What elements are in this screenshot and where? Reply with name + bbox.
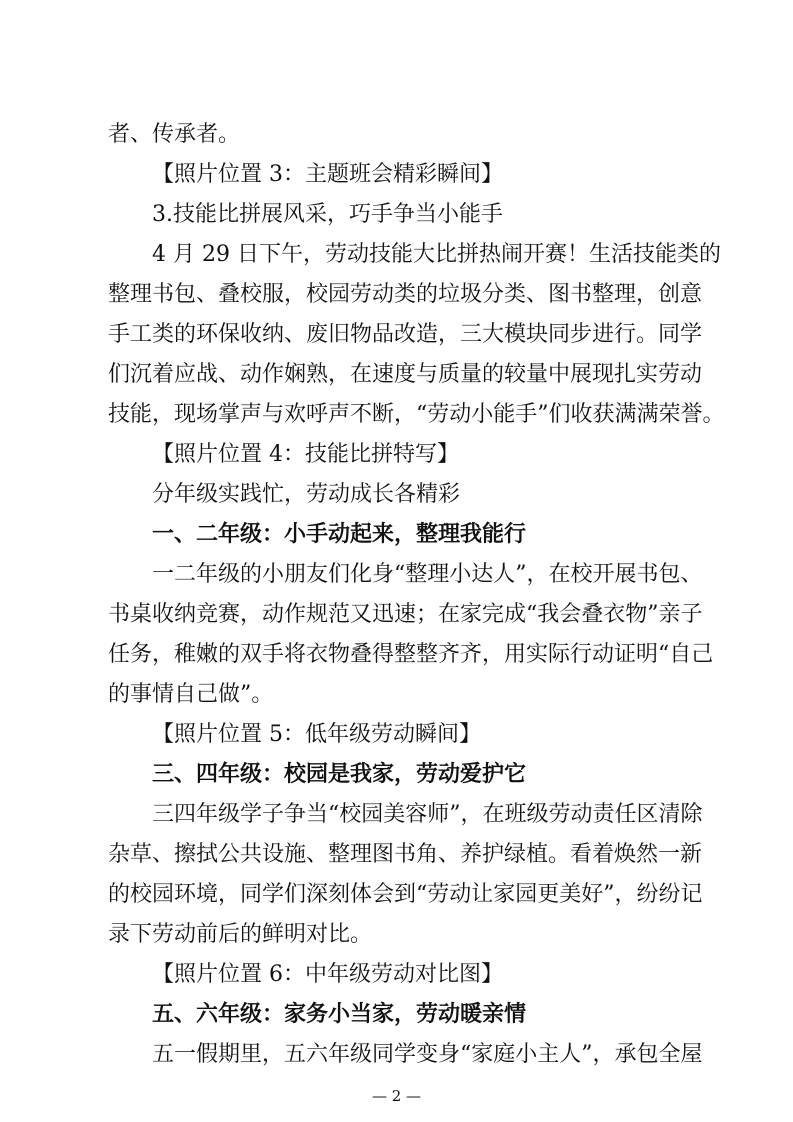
- photo-placeholder-4: [0, 440, 793, 470]
- text: 【照片位置 5：低年级劳动瞬间】: [152, 722, 481, 747]
- text: 们沉着应战、动作娴熟，在速度与质量的较量中展现扎实劳动: [108, 362, 703, 387]
- text: 杂草、擦拭公共设施、整理图书角、养护绿植。看着焕然一新: [108, 842, 703, 867]
- paragraph-line: [0, 840, 793, 870]
- text: 一、二年级：小手动起来，整理我能行: [152, 522, 527, 547]
- grade34-heading: [0, 760, 793, 790]
- paragraph-line: [0, 320, 793, 350]
- text: 五、六年级：家务小当家，劳动暖亲情: [152, 1002, 527, 1027]
- subheading-3: [0, 200, 793, 230]
- paragraph-line: [0, 640, 793, 670]
- paragraph-line: [0, 800, 793, 830]
- text: 分年级实践忙，劳动成长各精彩: [152, 482, 461, 507]
- text: 三、四年级：校园是我家，劳动爱护它: [152, 762, 527, 787]
- paragraph-line: [0, 360, 793, 390]
- photo-placeholder-3: [0, 160, 793, 190]
- text: 录下劳动前后的鲜明对比。: [108, 922, 373, 947]
- text: 一二年级的小朋友们化身“整理小达人”，在校开展书包、: [152, 562, 703, 587]
- text: 【照片位置 6：中年级劳动对比图】: [152, 962, 503, 987]
- text: 书桌收纳竞赛，动作规范又迅速；在家完成“我会叠衣物”亲子: [108, 602, 703, 627]
- paragraph-line: [0, 600, 793, 630]
- text: 【照片位置 4：技能比拼特写】: [152, 442, 459, 467]
- photo-placeholder-5: [0, 720, 793, 750]
- paragraph-line: [0, 400, 793, 430]
- paragraph-line: [0, 560, 793, 590]
- text: 3.技能比拼展风采，巧手争当小能手: [152, 202, 503, 227]
- text: 技能，现场掌声与欢呼声不断，“劳动小能手”们收获满满荣誉。: [108, 402, 725, 427]
- text: 任务，稚嫩的双手将衣物叠得整整齐齐，用实际行动证明“自己: [108, 642, 714, 667]
- section-intro: [0, 480, 793, 510]
- text: 手工类的环保收纳、废旧物品改造，三大模块同步进行。同学: [108, 322, 703, 347]
- paragraph-line: [0, 680, 793, 710]
- text: 4 月 29 日下午，劳动技能大比拼热闹开赛！生活技能类的: [152, 242, 721, 267]
- paragraph-line: [0, 920, 793, 950]
- grade56-heading: [0, 1000, 793, 1030]
- text: 【照片位置 3：主题班会精彩瞬间】: [152, 162, 503, 187]
- photo-placeholder-6: [0, 960, 793, 990]
- paragraph-line: [0, 880, 793, 910]
- page-number: — 2 —: [371, 1087, 422, 1105]
- text: 三四年级学子争当“校园美容师”，在班级劳动责任区清除: [152, 802, 703, 827]
- text: 的事情自己做”。: [108, 682, 274, 707]
- paragraph-line: [0, 280, 793, 310]
- text: 的校园环境，同学们深刻体会到“劳动让家园更美好”，纷纷记: [108, 882, 703, 907]
- text: 者、传承者。: [108, 122, 241, 147]
- text: 整理书包、叠校服，校园劳动类的垃圾分类、图书整理，创意: [108, 282, 703, 307]
- grade12-heading: [0, 520, 793, 550]
- paragraph-line: [0, 120, 793, 150]
- paragraph-line: [0, 240, 793, 270]
- paragraph-line: [0, 1040, 793, 1070]
- text: 五一假期里，五六年级同学变身“家庭小主人”，承包全屋: [152, 1042, 703, 1067]
